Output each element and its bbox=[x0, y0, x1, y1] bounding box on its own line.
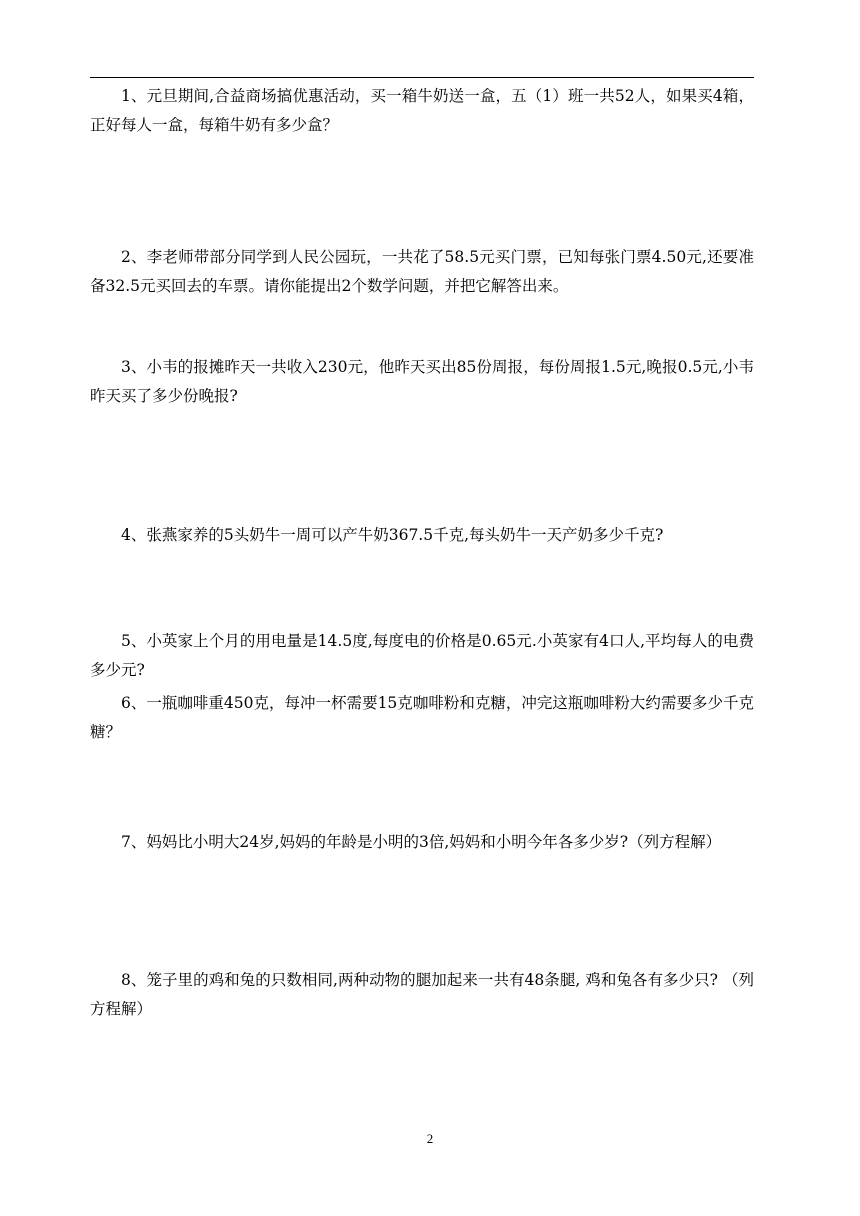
problem-2: 2、李老师带部分同学到人民公园玩，一共花了58.5元买门票，已知每张门票4.50元,还要准备32.5元买回去的车票。请你能提出2个数学问题，并把它解答出来。 bbox=[90, 248, 754, 295]
problem-8: 8、笼子里的鸡和兔的只数相同,两种动物的腿加起来一共有48条腿, 鸡和兔各有多少只? （列方程解） bbox=[90, 971, 754, 1018]
problem-5: 5、小英家上个月的用电量是14.5度,每度电的价格是0.65元.小英家有4口人,平均每人的电费多少元? bbox=[90, 632, 754, 679]
problem-7: 7、妈妈比小明大24岁,妈妈的年龄是小明的3倍,妈妈和小明今年各多少岁?（列方程解） bbox=[121, 833, 722, 851]
header-rule bbox=[90, 77, 754, 78]
problem-3: 3、小韦的报摊昨天一共收入230元，他昨天买出85份周报，每份周报1.5元,晚报0.5元,小韦昨天买了多少份晚报? bbox=[90, 358, 754, 405]
page-number: 2 bbox=[426, 1131, 434, 1146]
problem-1: 1、元旦期间,合益商场搞优惠活动，买一箱牛奶送一盒，五（1）班一共52人，如果买4箱，正好每人一盒，每箱牛奶有多少盒？ bbox=[90, 87, 754, 134]
problem-6: 6、一瓶咖啡重450克，每冲一杯需要15克咖啡粉和克糖，冲完这瓶咖啡粉大约需要多少千克糖？ bbox=[90, 694, 754, 741]
problem-4: 4、张燕家养的5头奶牛一周可以产牛奶367.5千克,每头奶牛一天产奶多少千克? bbox=[121, 526, 664, 544]
